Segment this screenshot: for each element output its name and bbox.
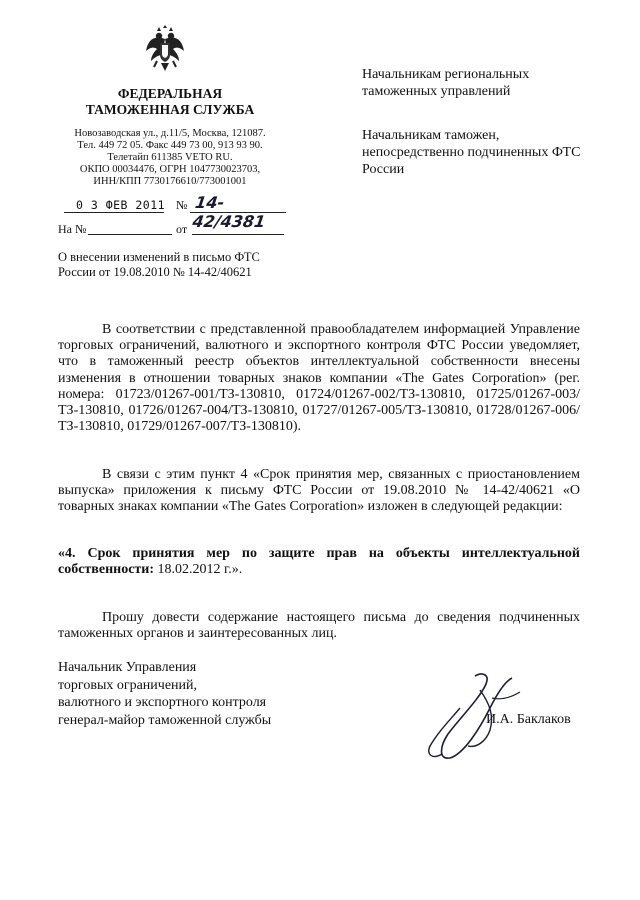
contact-line: ОКПО 00034476, ОГРН 1047730023703, <box>79 164 261 175</box>
amended-clause-date: 18.02.2012 г.». <box>154 562 243 578</box>
signatory-title <box>58 659 318 729</box>
signatory-title-line: торговых ограничений, <box>58 677 198 693</box>
org-name-line2: ТАМОЖЕННАЯ СЛУЖБА <box>85 102 255 117</box>
letter-subject: О внесении изменений в письмо ФТС России от 19.08.2010 № 14-42/40621 <box>58 250 260 279</box>
double-headed-eagle-emblem-icon <box>145 25 185 75</box>
signatory-name: И.А. Баклаков <box>486 712 571 727</box>
contact-line: Новозаводская ул., д.11/5, Москва, 121087. <box>74 128 266 139</box>
reference-from-blank <box>192 234 284 235</box>
addressee-customs-offices: Начальникам таможен, непосредственно подчиненных ФТС России <box>362 128 581 177</box>
organization-contacts <box>56 128 284 188</box>
contact-line: Тел. 449 72 05. Факс 449 73 00, 913 93 90. <box>77 140 263 151</box>
number-underline <box>190 212 286 213</box>
contact-line: Телетайп 611385 VETO RU. <box>107 152 233 163</box>
organization-name <box>60 86 280 118</box>
reference-from-label: от <box>176 222 188 236</box>
addressee-regional-administrations: Начальникам региональных таможенных управлений <box>362 67 530 99</box>
registration-number: 14-42/4381 <box>191 193 267 231</box>
reference-line <box>58 222 288 240</box>
contact-line: ИНН/КПП 7730176610/773001001 <box>93 176 247 187</box>
amended-clause-bold: «4. Срок принятия мер по защите прав на объекты интеллектуальной собственности: <box>58 546 580 578</box>
body-paragraph-2: В связи с этим пункт 4 «Срок принятия мер, связанных с приостановлением выпуска» приложения к письму ФТС России от 19.08.2010 № 14-42/40621 «О товарных знаках компании «The Gates Corporation» изложен в следующей редакции: <box>58 467 580 515</box>
body-paragraph-4: Прошу довести содержание настоящего письма до сведения подчиненных таможенных органов и заинтересованных лиц. <box>58 610 580 642</box>
signatory-title-line: генерал-майор таможенной службы <box>58 712 272 728</box>
signatory-title-line: валютного и экспортного контроля <box>58 695 267 710</box>
date-underline <box>64 212 164 213</box>
registration-date: 0 3 ФЕВ 2011 <box>76 198 166 212</box>
signatory-title-line: Начальник Управления <box>58 660 197 675</box>
org-name-line1: ФЕДЕРАЛЬНАЯ <box>117 86 223 101</box>
reference-no-blank <box>88 234 172 235</box>
body-paragraph-1: В соответствии с представленной правообладателем информацией Управление торговых ограничений, валютного и экспортного контроля ФТС России уведомляет, что в таможенный реестр объектов интеллектуальной собственности внесены изменения в отношении товарных знаков компании «The Gates Corporation» (рег. номера: 01723/01267-001/ТЗ-130810, 01724/01267-002/ТЗ-130810, 01725/01267-003/ТЗ-130810, 01726/01267-004/ТЗ-130810, 01727/01267-005/ТЗ-130810, 01728/01267-006/ТЗ-130810, 01729/01267-007/ТЗ-130810). <box>58 322 580 435</box>
body-paragraph-3 <box>58 546 580 578</box>
reference-no-label: На № <box>58 222 87 236</box>
number-sign: № <box>176 198 188 212</box>
